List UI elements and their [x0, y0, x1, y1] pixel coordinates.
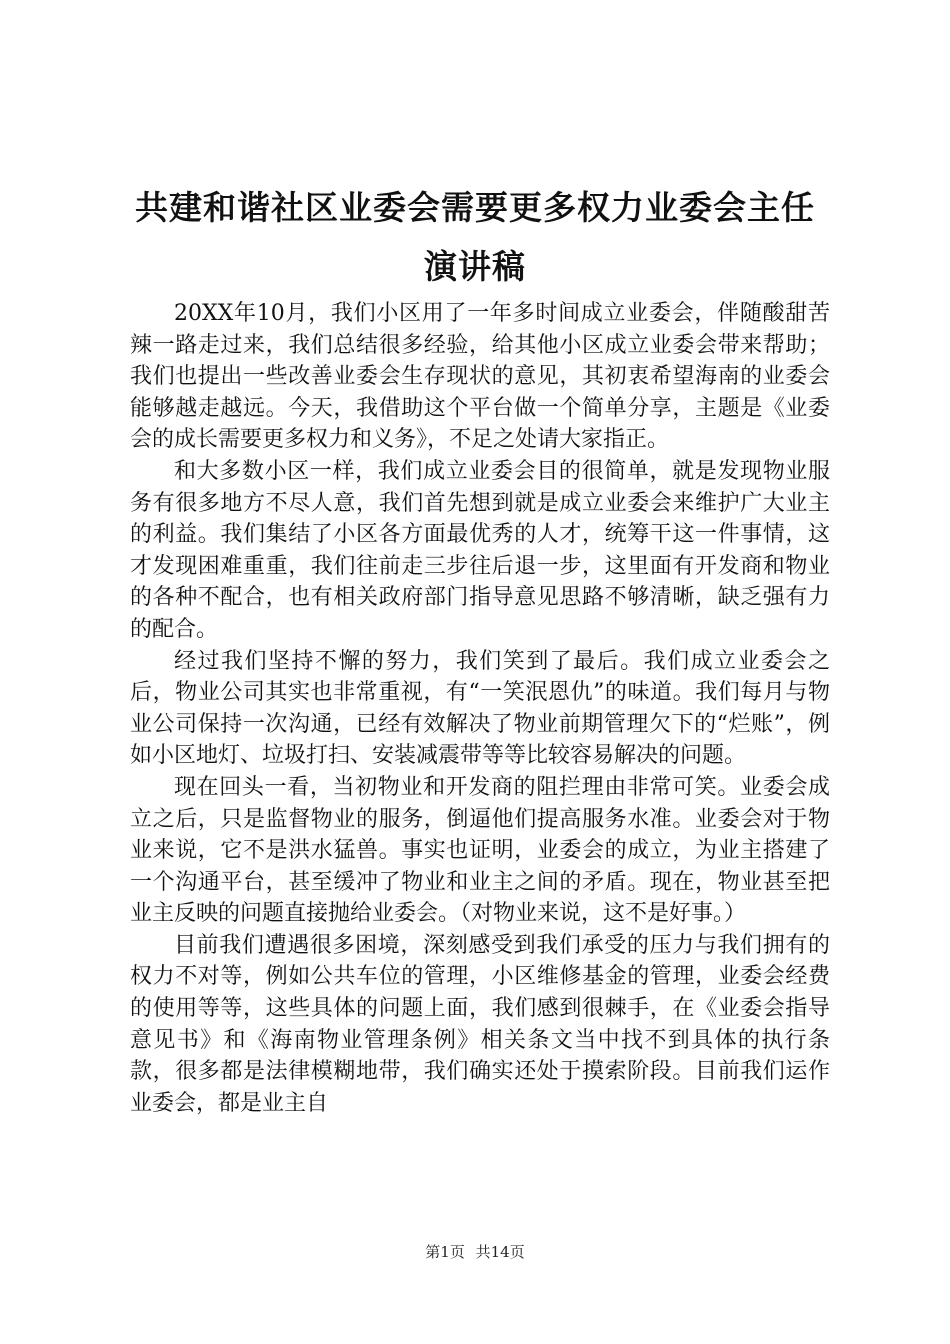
paragraph-3: 经过我们坚持不懈的努力，我们笑到了最后。我们成立业委会之后，物业公司其实也非常重视，有“一笑泯恩仇”的味道。我们每月与物业公司保持一次沟通，已经有效解决了物业前期管理欠下的“烂账”，例如小区地灯、垃圾打扫、安装减震带等等比较容易解决的问题。 — [130, 648, 830, 769]
paragraph-5: 目前我们遭遇很多困境，深刻感受到我们承受的压力与我们拥有的权力不对等，例如公共车位的管理，小区维修基金的管理，业委会经费的使用等等，这些具体的问题上面，我们感到很棘手，在《业委会指导意见书》和《海南物业管理条例》相关条文当中找不到具体的执行条款，很多都是法律模糊地带，我们确实还处于摸索阶段。目前我们运作业委会，都是业主自 — [130, 932, 830, 1116]
page-total: 共14页 — [475, 1243, 525, 1261]
paragraph-1: 20XX年10月，我们小区用了一年多时间成立业委会，伴随酸甜苦辣一路走过来，我们总结很多经验，给其他小区成立业委会带来帮助；我们也提出一些改善业委会生存现状的意见，其初衷希望海南的业委会能够越走越远。今天，我借助这个平台做一个简单分享，主题是《业委会的成长需要更多权力和义务》，不足之处请大家指正。 — [130, 301, 830, 453]
paragraph-2: 和大多数小区一样，我们成立业委会目的很简单，就是发现物业服务有很多地方不尽人意，我们首先想到就是成立业委会来维护广大业主的利益。我们集结了小区各方面最优秀的人才，统筹干这一件事情，这才发现困难重重，我们往前走三步往后退一步，这里面有开发商和物业的各种不配合，也有相关政府部门指导意见思路不够清晰，缺乏强有力的配合。 — [130, 458, 830, 642]
page-footer — [0, 1242, 950, 1262]
page-number: 第1页 — [425, 1243, 465, 1261]
paragraph-4: 现在回头一看，当初物业和开发商的阻拦理由非常可笑。业委会成立之后，只是监督物业的服务，倒逼他们提高服务水准。业委会对于物业来说，它不是洪水猛兽。事实也证明，业委会的成立，为业主搭建了一个沟通平台，甚至缓冲了物业和业主之间的矛盾。现在，物业甚至把业主反映的问题直接抛给业委会。（对物业来说，这不是好事。） — [130, 774, 830, 927]
document-body — [130, 298, 830, 1119]
document-title: 共建和谐社区业委会需要更多权力业委会主任演讲稿 — [135, 188, 815, 286]
